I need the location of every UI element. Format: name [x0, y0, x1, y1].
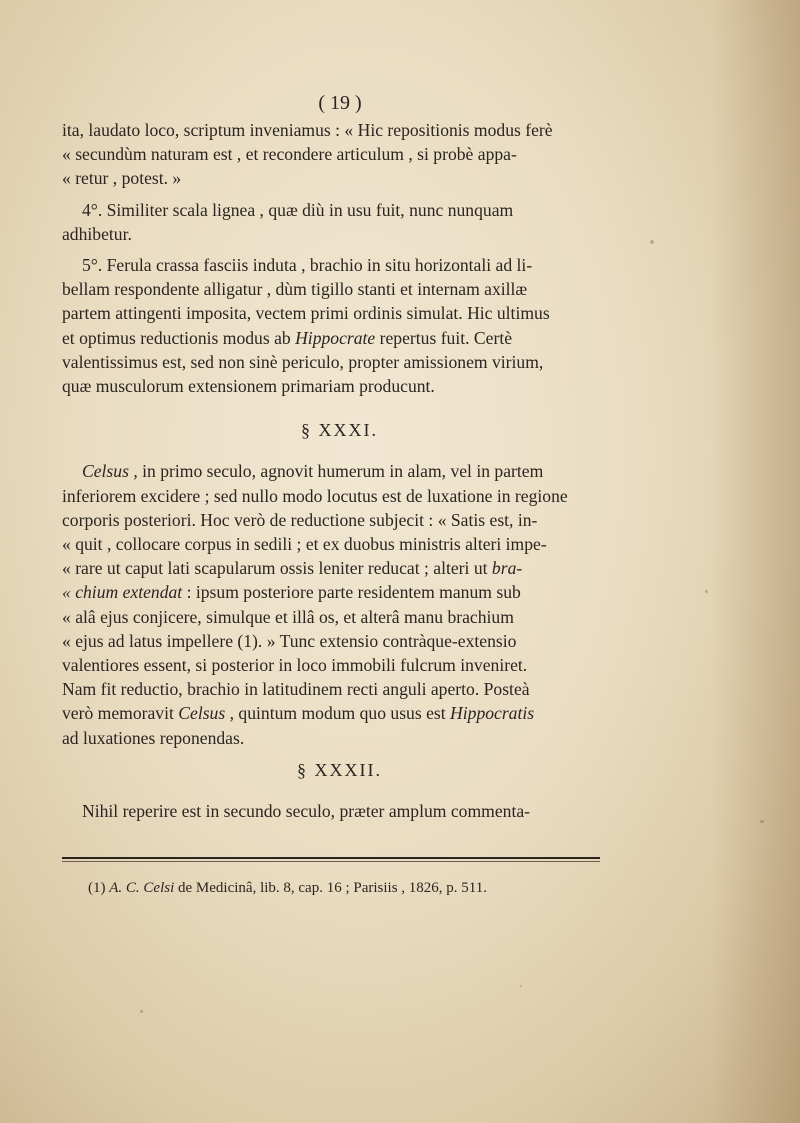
- paper-speck: [760, 820, 764, 823]
- italic-text: « chium extendat: [62, 582, 183, 603]
- paragraph-item-5: [62, 253, 617, 398]
- text-line: Nam fit reductio, brachio in latitudinem recti anguli aperto. Posteà: [62, 679, 530, 700]
- text-line: et optimus reductionis modus ab: [62, 327, 296, 348]
- text-line: « rare ut caput lati scapularum ossis leniter reducat ; alteri ut: [62, 558, 492, 579]
- footnote-rule-thin: [62, 861, 600, 862]
- text-line: « secundùm naturam est , et recondere articulum , si probè appa-: [62, 144, 517, 165]
- text-line: quæ musculorum extensionem primariam producunt.: [62, 376, 435, 397]
- italic-name: Celsus ,: [178, 703, 235, 724]
- text-line: ad luxationes reponendas.: [62, 727, 245, 748]
- paragraph-continuation: [62, 118, 617, 191]
- body-text: [62, 118, 617, 823]
- text-line: Nihil reperire est in secundo seculo, præter amplum commenta-: [82, 801, 531, 822]
- text-line: ita, laudato loco, scriptum inveniamus : « Hic repositionis modus ferè: [62, 120, 553, 140]
- text-line: valentiores essent, si posterior in loco immobili fulcrum inveniret.: [62, 655, 528, 676]
- paragraph-second-century: [62, 799, 617, 823]
- italic-text: bra-: [491, 558, 523, 579]
- text-line: in primo seculo, agnovit humerum in alam, vel in partem: [137, 461, 544, 482]
- text-line: verò memoravit: [62, 703, 179, 724]
- footnote: [88, 880, 608, 897]
- text-line: « ejus ad latus impellere (1). » Tunc extensio contràque-extensio: [62, 630, 517, 651]
- text-line: adhibetur.: [62, 223, 132, 244]
- text-line: : ipsum posteriore parte residentem manum sub: [182, 582, 521, 603]
- section-heading-32: § XXXII.: [297, 759, 382, 780]
- text-line: « alâ ejus conjicere, simulque et illâ os, et alterâ manu brachium: [62, 606, 514, 627]
- page-number: ( 19 ): [318, 92, 362, 114]
- paragraph-item-4: [62, 198, 617, 246]
- italic-name: Hippocratis: [450, 703, 535, 724]
- footnote-marker: (1): [88, 880, 110, 896]
- italic-name: Celsus ,: [82, 461, 138, 482]
- footnote-rule: [62, 857, 600, 859]
- section-heading-31: § XXXI.: [301, 420, 378, 441]
- paragraph-celsus: [62, 459, 617, 749]
- footnote-author: A. C. Celsi: [109, 880, 175, 896]
- paper-speck: [520, 985, 522, 987]
- italic-name: Hippocrate: [295, 327, 376, 348]
- text-line: 5°. Ferula crassa fasciis induta , brachio in situ horizontali ad li-: [82, 255, 533, 276]
- text-line: 4°. Similiter scala lignea , quæ diù in usu fuit, nunc nunquam: [82, 199, 514, 220]
- paper-speck: [140, 1010, 143, 1013]
- paper-speck: [705, 590, 708, 593]
- text-line: partem attingenti imposita, vectem primi ordinis simulat. Hic ultimus: [62, 303, 550, 324]
- text-line: « retur , potest. »: [62, 168, 182, 189]
- text-line: bellam respondente alligatur , dùm tigillo stanti et internam axillæ: [62, 279, 528, 300]
- text-line: quintum modum quo usus est: [234, 703, 451, 724]
- text-line: inferiorem excidere ; sed nullo modo locutus est de luxatione in regione: [62, 485, 568, 506]
- text-line: repertus fuit. Certè: [375, 327, 513, 348]
- footnote-citation: de Medicinâ, lib. 8, cap. 16 ; Parisiis , 1826, p. 511.: [174, 880, 488, 896]
- text-line: valentissimus est, sed non sinè periculo, propter amissionem virium,: [62, 351, 544, 372]
- text-line: corporis posteriori. Hoc verò de reductione subjecit : « Satis est, in-: [62, 509, 538, 530]
- paper-speck: [650, 240, 654, 244]
- text-line: « quit , collocare corpus in sedili ; et ex duobus ministris alteri impe-: [62, 534, 547, 555]
